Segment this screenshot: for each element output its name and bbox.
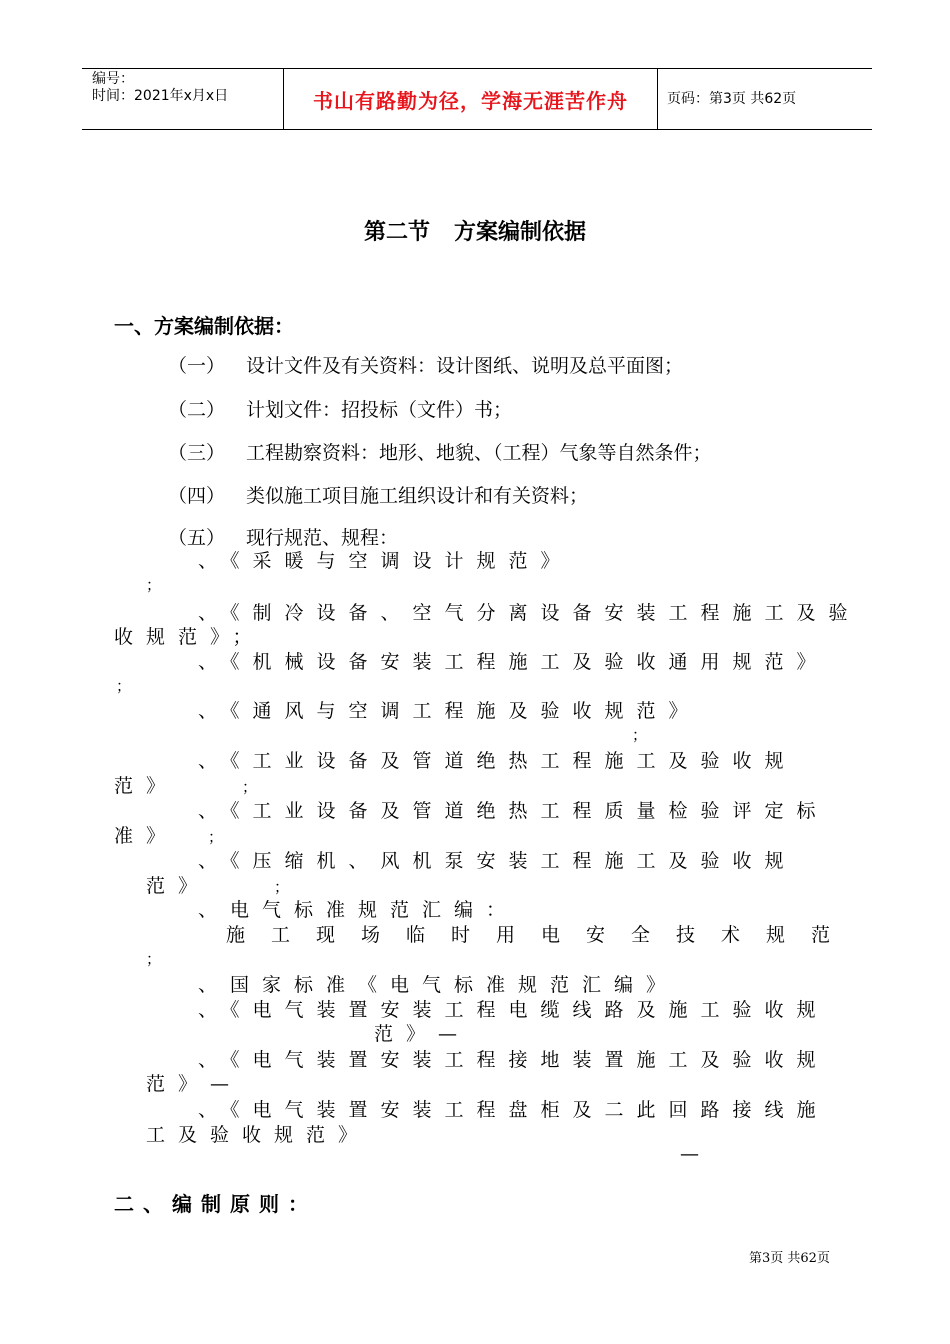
spec-line: ； bbox=[632, 726, 648, 744]
section-title bbox=[0, 215, 950, 246]
spec-line: 、《电气装置安装工程盘柜及二此回路接线施 bbox=[198, 1099, 829, 1121]
item-text: 现行规范、规程： bbox=[246, 527, 399, 549]
spec-line: ； bbox=[146, 950, 162, 968]
spec-line: 范》 bbox=[146, 875, 211, 897]
page-header bbox=[82, 68, 872, 130]
item-text: 工程勘察资料：地形、地貌、（工程）气象等自然条件； bbox=[246, 442, 712, 464]
header-left-cell bbox=[82, 69, 283, 129]
spec-line: 、电气标准规范汇编： bbox=[198, 899, 519, 921]
spec-line: ； bbox=[208, 828, 224, 846]
time-label: 时间：2021年x月x日 bbox=[92, 88, 229, 104]
spec-line: 范》 bbox=[114, 775, 179, 797]
spec-line: 范》— bbox=[374, 1023, 471, 1045]
item-text: 类似施工项目施工组织设计和有关资料； bbox=[246, 485, 589, 507]
spec-line: — bbox=[680, 1143, 699, 1165]
list-item bbox=[168, 351, 683, 378]
spec-line: 、《电气装置安装工程电缆线路及施工验收规 bbox=[198, 999, 829, 1021]
motto: 书山有路勤为径，学海无涯苦作舟 bbox=[313, 88, 628, 113]
spec-line: 、《通风与空调工程施及验收规范》 bbox=[198, 700, 701, 722]
spec-line: ； bbox=[146, 576, 162, 594]
page-label: 页码：第3页 共62页 bbox=[667, 90, 797, 107]
spec-line: ； bbox=[274, 878, 290, 896]
spec-line: 工及验收规范》 bbox=[146, 1124, 371, 1146]
list-item bbox=[168, 481, 588, 508]
item-number: （二） bbox=[168, 399, 226, 421]
item-number: （五） bbox=[168, 527, 226, 549]
spec-line: 、《压缩机、风机泵安装工程施工及验收规 bbox=[198, 850, 797, 872]
section-title-number: 第二节 bbox=[363, 220, 430, 245]
spec-line: 范》— bbox=[146, 1073, 243, 1095]
item-text: 计划文件：招投标（文件）书； bbox=[246, 399, 513, 421]
spec-line: 、《制冷设备、空气分离设备安装工程施工及验 bbox=[198, 602, 861, 624]
header-motto-cell bbox=[283, 69, 658, 129]
spec-line: 、《采暖与空调设计规范》 bbox=[198, 550, 573, 572]
number-label: 编号： bbox=[92, 71, 134, 87]
spec-line: 施工现场临时用电安全技术规范 bbox=[226, 924, 857, 946]
item-number: （三） bbox=[168, 442, 226, 464]
spec-line: 准》 bbox=[114, 825, 179, 847]
spec-line: ； bbox=[242, 778, 258, 796]
heading-principles: 二、编制原则： bbox=[114, 1192, 317, 1216]
page-footer: 第3页 共62页 bbox=[749, 1251, 830, 1266]
section-title-text: 方案编制依据 bbox=[454, 220, 587, 245]
spec-line: 、《机械设备安装工程施工及验收通用规范》 bbox=[198, 651, 829, 673]
list-item bbox=[168, 395, 512, 422]
item-number: （一） bbox=[168, 355, 226, 377]
spec-line: 、国家标准《电气标准规范汇编》 bbox=[198, 974, 679, 996]
item-number: （四） bbox=[168, 485, 226, 507]
header-right-cell bbox=[657, 69, 872, 129]
list-item bbox=[168, 438, 712, 465]
spec-line: 收规范》； bbox=[114, 626, 265, 648]
spec-line: 、《工业设备及管道绝热工程质量检验评定标 bbox=[198, 800, 829, 822]
spec-line: 、《工业设备及管道绝热工程施工及验收规 bbox=[198, 750, 797, 772]
item-text: 设计文件及有关资料：设计图纸、说明及总平面图； bbox=[246, 355, 684, 377]
spec-line: 、《电气装置安装工程接地装置施工及验收规 bbox=[198, 1049, 829, 1071]
spec-line: ； bbox=[116, 677, 132, 695]
heading-basis: 一、方案编制依据： bbox=[114, 314, 294, 338]
